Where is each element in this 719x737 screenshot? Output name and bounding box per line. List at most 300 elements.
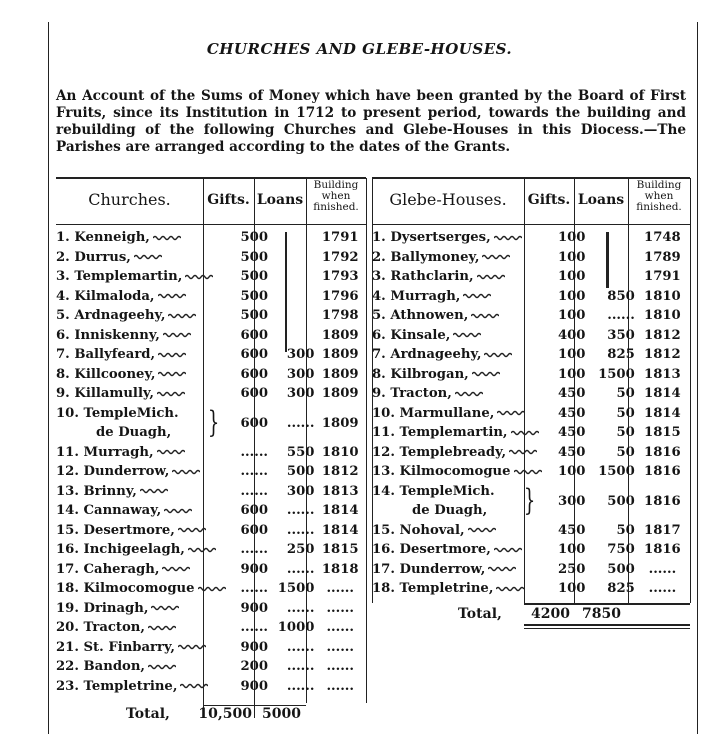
church-year-cell: 1791 — [321, 230, 359, 246]
glebe-name-cell — [372, 423, 542, 443]
glebe-loans-cell — [585, 228, 634, 248]
glebe-year-cell: 1810 — [644, 308, 681, 324]
church-row — [56, 404, 366, 443]
church-name-text: 4. Kilmaloda, — [56, 288, 155, 304]
church-name-cell — [56, 521, 226, 541]
church-row — [56, 287, 366, 307]
glebe-name-cell — [372, 521, 542, 541]
church-name-text: 16. Inchigeelagh, — [56, 542, 185, 558]
flourish-mark — [514, 469, 542, 475]
church-name-text: 8. Killcooney, — [56, 366, 156, 382]
church-name-cell — [56, 228, 226, 248]
glebe-gifts-cell: 450 — [557, 444, 586, 460]
church-name-text: 15. Desertmore, — [56, 522, 175, 538]
glebe-year-cell: ...... — [648, 561, 677, 577]
glebe-gifts-cell: 100 — [557, 269, 586, 285]
church-gifts-cell: ...... — [240, 464, 269, 480]
church-name-text: 22. Bandon, — [56, 659, 146, 675]
church-row — [56, 638, 366, 658]
church-name-text: 9. Killamully, — [56, 386, 154, 402]
glebe-name-text: 9. Tracton, — [372, 386, 452, 402]
church-loans-cell — [268, 228, 314, 248]
church-gifts-cell: 900 — [240, 561, 269, 577]
glebe-table — [372, 228, 690, 599]
church-row — [56, 677, 366, 697]
flourish-mark — [163, 332, 191, 338]
church-loans-cell: ...... — [286, 503, 315, 519]
glebe-year-cell: 1810 — [644, 288, 681, 304]
church-name-cell — [56, 365, 226, 385]
church-name-cell — [56, 326, 226, 346]
glebe-loans-cell: 500 — [607, 493, 635, 509]
church-year-cell: 1809 — [321, 347, 359, 363]
church-year-cell: 1798 — [321, 308, 359, 324]
flourish-mark — [455, 391, 483, 397]
church-loans-cell: ...... — [286, 659, 315, 675]
glebe-gifts-cell: 100 — [557, 347, 586, 363]
church-row — [56, 462, 366, 482]
glebe-year-cell: ...... — [648, 581, 677, 597]
glebe-name-cell — [372, 345, 542, 365]
glebe-gifts-cell: 450 — [557, 522, 586, 538]
flourish-mark — [471, 313, 499, 319]
church-loans-cell: 300 — [286, 366, 315, 382]
church-loans-cell: 300 — [286, 386, 315, 402]
flourish-mark — [153, 235, 181, 241]
church-name-text: 20. Tracton, — [56, 620, 145, 636]
church-loans-cell: 500 — [286, 464, 315, 480]
church-loans-cell: ...... — [286, 415, 315, 431]
church-name-text: 19. Drinagh, — [56, 600, 149, 616]
glebe-name-text: 5. Athnowen, — [372, 308, 469, 324]
church-name-cell — [56, 384, 226, 404]
flourish-mark — [148, 625, 176, 631]
flourish-mark — [468, 527, 496, 533]
church-row — [56, 384, 366, 404]
church-name-cell — [56, 657, 226, 677]
church-year-cell: 1814 — [321, 503, 359, 519]
church-year-cell: 1818 — [321, 561, 359, 577]
church-loans-cell: ...... — [286, 600, 315, 616]
church-loans-cell: 250 — [286, 542, 315, 558]
flourish-mark — [157, 391, 185, 397]
church-year-cell: ...... — [326, 659, 354, 675]
glebe-loans-cell: 750 — [607, 542, 635, 558]
glebe-total-underline — [524, 624, 690, 626]
flourish-mark — [484, 352, 512, 358]
church-gifts-cell: 900 — [240, 639, 269, 655]
glebe-name-cell — [372, 579, 542, 599]
church-name-text: 11. Murragh, — [56, 444, 154, 460]
churches-col-rule — [366, 178, 367, 703]
church-gifts-cell: 600 — [240, 327, 269, 343]
church-row — [56, 540, 366, 560]
church-name-cell — [56, 462, 226, 482]
church-year-cell: 1809 — [321, 386, 359, 402]
church-gifts-cell: 900 — [240, 678, 269, 694]
church-name-text: 1. Kenneigh, — [56, 230, 150, 246]
glebe-header-bottom-rule — [372, 224, 690, 225]
glebe-name-cell — [372, 326, 542, 346]
churches-total-gifts: 10,500 — [198, 706, 252, 722]
glebe-row — [372, 482, 690, 521]
church-loans-cell — [268, 248, 314, 268]
glebe-gifts-cell: 250 — [557, 561, 586, 577]
flourish-mark — [148, 664, 176, 670]
glebe-name-cell — [372, 306, 542, 326]
church-year-cell: ...... — [326, 620, 354, 636]
church-row — [56, 657, 366, 677]
glebe-gifts-cell: 100 — [557, 249, 586, 265]
glebe-loans-cell: 50 — [616, 522, 635, 538]
church-loans-cell — [268, 326, 314, 346]
glebe-gifts-cell: 100 — [557, 464, 586, 480]
glebe-name-line2: de Duagh, — [412, 502, 488, 518]
glebe-year-cell: 1789 — [644, 249, 681, 265]
flourish-mark — [494, 235, 522, 241]
church-name-cell — [56, 306, 226, 326]
church-gifts-cell: 500 — [240, 269, 269, 285]
flourish-mark — [472, 371, 500, 377]
glebe-row — [372, 345, 690, 365]
glebe-row — [372, 306, 690, 326]
church-name-cell — [56, 579, 226, 599]
glebe-year-cell: 1816 — [644, 444, 681, 460]
churches-header-loans: Loans — [256, 192, 304, 208]
church-gifts-cell: 600 — [240, 347, 269, 363]
glebe-name-cell — [372, 248, 542, 268]
glebe-gifts-cell: 450 — [557, 405, 586, 421]
glebe-row — [372, 443, 690, 463]
church-loans-cell: ...... — [286, 678, 315, 694]
glebe-row — [372, 248, 690, 268]
brace-mark: } — [208, 404, 220, 440]
church-name-text: 12. Dunderrow, — [56, 464, 170, 480]
glebe-name-line1: 14. TempleMich. — [372, 483, 495, 499]
church-name-text: 7. Ballyfeard, — [56, 347, 156, 363]
church-loans-cell — [268, 287, 314, 307]
glebe-year-cell: 1748 — [644, 230, 681, 246]
glebe-row — [372, 560, 690, 580]
intro-paragraph — [56, 88, 686, 156]
church-year-cell: 1809 — [321, 327, 359, 343]
glebe-name-text: 3. Rathclarin, — [372, 269, 474, 285]
glebe-gifts-cell: 100 — [557, 366, 586, 382]
glebe-col-rule — [690, 178, 691, 603]
church-name-text: 21. St. Finbarry, — [56, 639, 175, 655]
church-gifts-cell: ...... — [240, 620, 269, 636]
flourish-mark — [134, 254, 162, 260]
church-name-cell — [56, 345, 226, 365]
glebe-name-cell — [372, 404, 542, 424]
flourish-mark — [151, 605, 179, 611]
glebe-gifts-cell: 100 — [557, 308, 586, 324]
glebe-total-underline — [524, 628, 690, 629]
intro-text: An Account of the Sums of Money which have been granted by the Board of First Fruits, since its Institution in 1712 to present period, towards the building and rebuilding of the following Churches and Glebe-Houses in this Diocess.—The Parishes are arranged according to the dates of the Grants. — [56, 88, 686, 155]
glebe-name-cell — [372, 462, 542, 482]
flourish-mark — [198, 586, 226, 592]
church-year-cell: ...... — [326, 600, 354, 616]
flourish-mark — [178, 527, 206, 533]
glebe-header-building: Building when finished. — [636, 179, 682, 213]
church-gifts-cell: 600 — [240, 503, 269, 519]
glebe-name-cell — [372, 443, 542, 463]
church-row — [56, 326, 366, 346]
glebe-name-text: 12. Templebready, — [372, 444, 507, 460]
glebe-total-gifts: 4200 — [531, 606, 570, 622]
glebe-loans-cell: 825 — [607, 581, 635, 597]
churches-header-name: Churches. — [88, 190, 171, 209]
flourish-mark — [162, 566, 190, 572]
flourish-mark — [463, 293, 491, 299]
glebe-name-text: 15. Nohoval, — [372, 522, 465, 538]
church-year-cell: 1793 — [321, 269, 359, 285]
glebe-name-text: 11. Templemartin, — [372, 425, 508, 441]
church-loans-cell: 1000 — [277, 620, 315, 636]
glebe-name-text: 1. Dysertserges, — [372, 230, 491, 246]
church-row — [56, 345, 366, 365]
glebe-row — [372, 384, 690, 404]
church-year-cell: 1815 — [321, 542, 359, 558]
flourish-mark — [188, 547, 216, 553]
church-name-text: 13. Brinny, — [56, 483, 137, 499]
glebe-year-cell: 1812 — [644, 347, 681, 363]
church-name-cell — [56, 482, 226, 502]
glebe-row — [372, 423, 690, 443]
glebe-name-text: 17. Dunderrow, — [372, 561, 486, 577]
church-gifts-cell: 600 — [240, 386, 269, 402]
church-row — [56, 521, 366, 541]
flourish-mark — [494, 547, 522, 553]
church-year-cell: 1814 — [321, 522, 359, 538]
glebe-loans-cell: 50 — [616, 386, 635, 402]
flourish-mark — [158, 352, 186, 358]
glebe-name-text: 4. Murragh, — [372, 288, 461, 304]
church-gifts-cell: 500 — [240, 230, 269, 246]
church-gifts-cell: ...... — [240, 542, 269, 558]
church-name-text: 6. Inniskenny, — [56, 327, 160, 343]
flourish-mark — [164, 508, 192, 514]
glebe-name-text: 18. Templetrine, — [372, 581, 494, 597]
church-loans-cell: 300 — [286, 347, 315, 363]
church-year-cell: 1796 — [321, 288, 359, 304]
church-row — [56, 618, 366, 638]
glebe-gifts-cell: 100 — [557, 581, 586, 597]
glebe-loans-cell: 500 — [607, 561, 635, 577]
churches-total-loans: 5000 — [262, 706, 301, 722]
church-row — [56, 365, 366, 385]
flourish-mark — [509, 449, 537, 455]
glebe-loans-cell: 50 — [616, 425, 635, 441]
glebe-header-loans: Loans — [577, 192, 625, 208]
church-row — [56, 306, 366, 326]
church-name-cell — [56, 267, 226, 287]
church-gifts-cell: 600 — [240, 415, 269, 431]
church-row — [56, 248, 366, 268]
glebe-year-cell: 1815 — [644, 425, 681, 441]
glebe-gifts-cell: 450 — [557, 425, 586, 441]
church-row — [56, 443, 366, 463]
church-row — [56, 599, 366, 619]
church-gifts-cell: ...... — [240, 581, 269, 597]
church-name-text: 3. Templemartin, — [56, 269, 183, 285]
church-gifts-cell: ...... — [240, 483, 269, 499]
glebe-name-cell — [372, 365, 542, 385]
church-loans-cell: ...... — [286, 639, 315, 655]
glebe-loans-cell: 1500 — [598, 464, 635, 480]
church-year-cell: ...... — [326, 678, 354, 694]
church-year-cell: 1809 — [321, 366, 359, 382]
glebe-year-cell: 1791 — [644, 269, 681, 285]
glebe-loans-cell: 50 — [616, 405, 635, 421]
church-name-text: 23. Templetrine, — [56, 678, 178, 694]
flourish-mark — [482, 254, 510, 260]
church-name-text: 14. Cannaway, — [56, 503, 162, 519]
glebe-loans-cell: 350 — [607, 327, 635, 343]
glebe-loans-cell — [585, 267, 634, 287]
glebe-gifts-cell: 450 — [557, 386, 586, 402]
church-name-cell — [56, 599, 226, 619]
church-name-cell — [56, 404, 226, 443]
church-gifts-cell: 600 — [240, 366, 269, 382]
churches-table — [56, 228, 366, 696]
church-gifts-cell: 600 — [240, 522, 269, 538]
church-year-cell: ...... — [326, 639, 354, 655]
glebe-year-cell: 1817 — [644, 522, 681, 538]
flourish-mark — [172, 469, 200, 475]
church-row — [56, 267, 366, 287]
glebe-name-text: 13. Kilmocomogue — [372, 464, 511, 480]
brace-mark: } — [524, 482, 536, 518]
glebe-gifts-cell: 300 — [557, 493, 586, 509]
glebe-name-cell — [372, 560, 542, 580]
glebe-name-text: 6. Kinsale, — [372, 327, 451, 343]
church-year-cell: 1813 — [321, 483, 359, 499]
glebe-row — [372, 404, 690, 424]
churches-header-bottom-rule — [56, 224, 366, 225]
church-name-cell — [56, 501, 226, 521]
church-name-text: 17. Caheragh, — [56, 561, 160, 577]
flourish-mark — [140, 488, 168, 494]
flourish-mark — [157, 449, 185, 455]
church-name-line1: 10. TempleMich. — [56, 405, 179, 421]
glebe-name-cell — [372, 228, 542, 248]
church-name-cell — [56, 560, 226, 580]
page-title: CHURCHES AND GLEBE-HOUSES. — [206, 40, 513, 58]
church-name-line2: de Duagh, — [96, 424, 172, 440]
church-name-text: 5. Ardnageehy, — [56, 308, 166, 324]
church-gifts-cell: 500 — [240, 288, 269, 304]
church-year-cell: 1810 — [321, 444, 359, 460]
churches-header-gifts: Gifts. — [207, 192, 250, 208]
glebe-gifts-cell: 100 — [557, 288, 586, 304]
church-year-cell: ...... — [326, 581, 354, 597]
glebe-loans-cell — [585, 248, 634, 268]
glebe-gifts-cell: 400 — [557, 327, 586, 343]
church-loans-cell — [268, 306, 314, 326]
glebe-year-cell: 1814 — [644, 386, 681, 402]
flourish-mark — [178, 644, 206, 650]
church-row — [56, 501, 366, 521]
glebe-header-name: Glebe-Houses. — [389, 190, 507, 209]
glebe-loans-cell: 1500 — [598, 366, 635, 382]
church-year-cell: 1812 — [321, 464, 359, 480]
church-name-cell — [56, 540, 226, 560]
glebe-total-label: Total, — [458, 606, 502, 622]
flourish-mark — [158, 293, 186, 299]
glebe-loans-cell: 825 — [607, 347, 635, 363]
glebe-row — [372, 365, 690, 385]
glebe-name-cell — [372, 482, 542, 521]
church-row — [56, 560, 366, 580]
glebe-row — [372, 462, 690, 482]
glebe-name-cell — [372, 384, 542, 404]
glebe-header-gifts: Gifts. — [527, 192, 571, 208]
glebe-total-rule — [524, 603, 690, 605]
glebe-name-text: 8. Kilbrogan, — [372, 366, 469, 382]
glebe-row — [372, 579, 690, 599]
flourish-mark — [453, 332, 481, 338]
glebe-year-cell: 1812 — [644, 327, 681, 343]
churches-total-label: Total, — [126, 706, 170, 722]
glebe-loans-cell: 50 — [616, 444, 635, 460]
glebe-year-cell: 1816 — [644, 464, 681, 480]
church-name-cell — [56, 677, 226, 697]
glebe-loans-cell: ...... — [607, 308, 635, 324]
glebe-name-text: 16. Desertmore, — [372, 542, 491, 558]
church-gifts-cell: 500 — [240, 308, 269, 324]
glebe-name-text: 7. Ardnageehy, — [372, 347, 482, 363]
glebe-year-cell: 1814 — [644, 405, 681, 421]
glebe-total-loans: 7850 — [582, 606, 621, 622]
glebe-row — [372, 228, 690, 248]
glebe-row — [372, 540, 690, 560]
flourish-mark — [158, 371, 186, 377]
church-row — [56, 579, 366, 599]
church-name-cell — [56, 443, 226, 463]
flourish-mark — [168, 313, 196, 319]
church-year-cell: 1792 — [321, 249, 359, 265]
church-loans-cell: 1500 — [277, 581, 315, 597]
flourish-mark — [180, 683, 208, 689]
churches-header-building: Building when finished. — [313, 179, 359, 213]
glebe-loans-cell: 850 — [607, 288, 635, 304]
glebe-row — [372, 521, 690, 541]
flourish-mark — [185, 274, 213, 280]
church-loans-cell: 300 — [286, 483, 315, 499]
church-gifts-cell: 500 — [240, 249, 269, 265]
flourish-mark — [496, 586, 524, 592]
glebe-row — [372, 326, 690, 346]
glebe-gifts-cell: 100 — [557, 230, 586, 246]
church-name-cell — [56, 287, 226, 307]
glebe-year-cell: 1816 — [644, 493, 681, 509]
church-name-cell — [56, 618, 226, 638]
church-name-text: 18. Kilmocomogue — [56, 581, 195, 597]
church-name-cell — [56, 638, 226, 658]
flourish-mark — [511, 430, 539, 436]
church-row — [56, 482, 366, 502]
church-gifts-cell: 900 — [240, 600, 269, 616]
flourish-mark — [477, 274, 505, 280]
church-loans-cell: 550 — [286, 444, 315, 460]
glebe-gifts-cell: 100 — [557, 542, 586, 558]
glebe-year-cell: 1816 — [644, 542, 681, 558]
glebe-name-text: 10. Marmullane, — [372, 405, 495, 421]
glebe-name-cell — [372, 287, 542, 307]
church-gifts-cell: ...... — [240, 444, 269, 460]
glebe-name-text: 2. Ballymoney, — [372, 249, 480, 265]
